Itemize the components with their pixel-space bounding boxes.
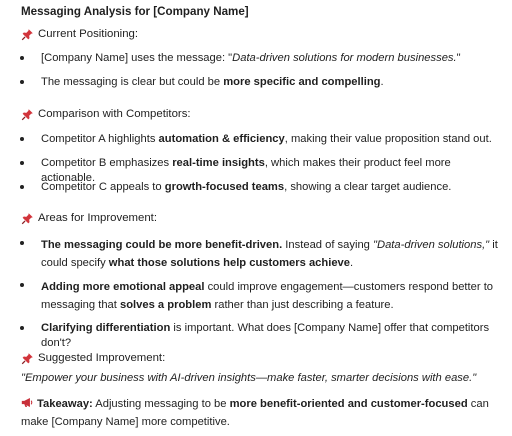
section-heading-competitors bbox=[21, 107, 191, 122]
page-title: Messaging Analysis for [Company Name] bbox=[21, 5, 249, 18]
list-item: Competitor B emphasizes real-time insights, which makes their product feel more actionable. bbox=[41, 157, 451, 184]
section-heading-improvement bbox=[21, 211, 157, 226]
pushpin-icon bbox=[21, 108, 34, 121]
takeaway: Takeaway: Adjusting messaging to be more benefit-oriented and customer-focused can make [Company Name] more competitive. bbox=[21, 398, 489, 428]
pushpin-icon bbox=[21, 352, 34, 365]
section-heading-label: Areas for Improvement: bbox=[38, 212, 158, 224]
bullet-dot bbox=[20, 80, 24, 84]
section-heading-suggested bbox=[21, 351, 165, 366]
list-item: [Company Name] uses the message: "Data-driven solutions for modern businesses." bbox=[41, 52, 461, 64]
bullet-dot bbox=[20, 326, 24, 330]
list-item: The messaging is clear but could be more specific and compelling. bbox=[41, 76, 384, 88]
pushpin-icon bbox=[21, 28, 34, 41]
section-heading-label: Current Positioning: bbox=[38, 28, 139, 40]
list-item: The messaging could be more benefit-driven. Instead of saying "Data-driven solutions," it could specify what those solutions help customers achieve. bbox=[41, 239, 498, 269]
pushpin-icon bbox=[21, 212, 34, 225]
bullet-dot bbox=[20, 161, 24, 165]
bullet-dot bbox=[20, 185, 24, 189]
bullet-dot bbox=[20, 283, 24, 287]
bullet-dot bbox=[20, 137, 24, 141]
list-item: Competitor C appeals to growth-focused teams, showing a clear target audience. bbox=[41, 181, 452, 193]
suggested-quote: "Empower your business with AI-driven insights—make faster, smarter decisions with ease." bbox=[21, 372, 477, 384]
list-item: Clarifying differentiation is important. What does [Company Name] offer that competitors don't? bbox=[41, 322, 490, 349]
bullet-dot bbox=[20, 56, 24, 60]
list-item: Competitor A highlights automation & efficiency, making their value proposition stand out. bbox=[41, 133, 492, 145]
megaphone-icon bbox=[21, 397, 34, 408]
takeaway-label: Takeaway: bbox=[37, 398, 93, 410]
section-heading-current bbox=[21, 27, 138, 42]
list-item: Adding more emotional appeal could improve engagement—customers respond better to messaging that solves a problem rather than just describing a feature. bbox=[41, 281, 494, 311]
section-heading-label: Comparison with Competitors: bbox=[38, 108, 191, 120]
section-heading-label: Suggested Improvement: bbox=[38, 352, 166, 364]
bullet-dot bbox=[20, 241, 24, 245]
